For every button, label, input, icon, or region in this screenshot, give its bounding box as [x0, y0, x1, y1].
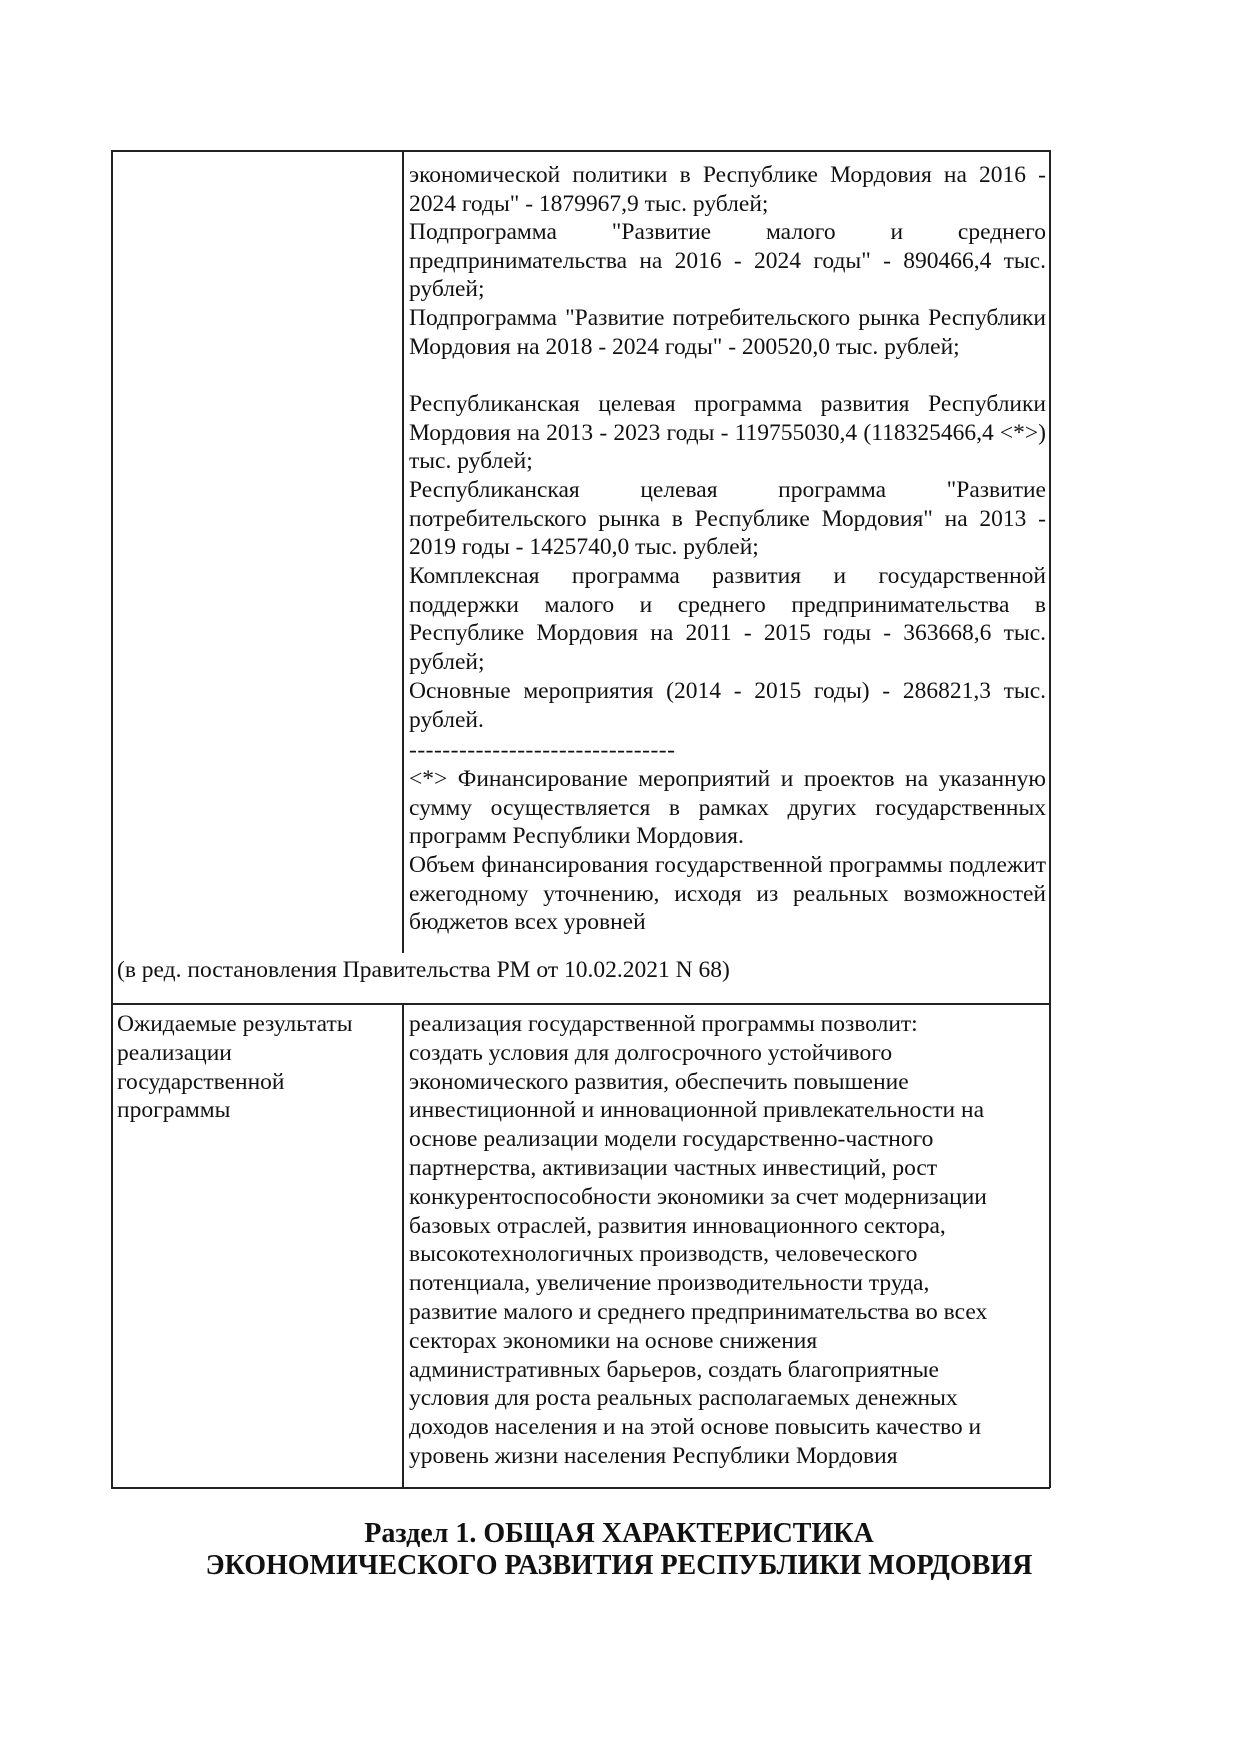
results-text: реализация государственной программы позволит: создать условия для долгосрочного устойчивого экономического развития, обеспечить повышение инвестиционной и инновационной привлекательности на основе реализации модели государственно-частного партнерства, активизации частных инвестиций, рост конкурентоспособности экономики за счет модернизации базовых отраслей, развития инновационного сектора, высокотехнологичных производств, человеческого потенциала, увеличение производительности труда, развитие малого и среднего предпринимательства во всех секторах экономики на основе снижения административных барьеров, создать благоприятные условия для роста реальных располагаемых денежных доходов населения и на этой основе повысить качество и уровень жизни населения Республики Мордовия — [409, 1011, 988, 1469]
footnote-separator: -------------------------------- — [409, 737, 676, 763]
passport-table — [111, 150, 1050, 1488]
funding-note: Объем финансирования государственной программы подлежит ежегодному уточнению, исходя из реальных возможностей бюджетов всех уровней — [409, 852, 1046, 936]
results-label: Ожидаемые результаты реализации государственной программы — [117, 1011, 353, 1124]
funding-paragraph: Комплексная программа развития и государственной поддержки малого и среднего предпринимательства в Республике Мордовия на 2011 - 2015 годы - 363668,6 тыс. рублей; — [409, 563, 1046, 676]
amendment-note: (в ред. постановления Правительства РМ от 10.02.2021 N 68) — [117, 957, 730, 983]
funding-paragraph: Республиканская целевая программа "Развитие потребительского рынка в Республике Мордовия" на 2013 - 2019 годы - 1425740,0 тыс. рублей; — [409, 477, 1046, 561]
section-heading-line-1: Раздел 1. ОБЩАЯ ХАРАКТЕРИСТИКА — [364, 1518, 874, 1549]
funding-paragraph: Подпрограмма "Развитие потребительского рынка Республики Мордовия на 2018 - 2024 годы" - 200520,0 тыс. рублей; — [409, 305, 1046, 360]
column-divider-lower — [402, 1003, 404, 1488]
section-heading-line-2: ЭКОНОМИЧЕСКОГО РАЗВИТИЯ РЕСПУБЛИКИ МОРДОВИЯ — [205, 1550, 1033, 1581]
table-border-right — [1049, 150, 1051, 1488]
row-divider — [111, 1003, 1050, 1005]
table-border-top — [111, 150, 1050, 152]
section-heading — [111, 1518, 1127, 1582]
funding-paragraph: Основные мероприятия (2014 - 2015 годы) - 286821,3 тыс. рублей. — [409, 678, 1046, 733]
table-border-bottom — [111, 1487, 1050, 1489]
table-border-left — [111, 150, 113, 1488]
funding-paragraph: Республиканская целевая программа развития Республики Мордовия на 2013 - 2023 годы - 119755030,4 (118325466,4 <*>) тыс. рублей; — [409, 391, 1046, 475]
funding-paragraph: Подпрограмма "Развитие малого и среднего предпринимательства на 2016 - 2024 годы" - 890466,4 тыс. рублей; — [409, 219, 1046, 303]
footnote-text: <*> Финансирование мероприятий и проектов на указанную сумму осуществляется в рамках других государственных программ Республики Мордовия. — [409, 766, 1046, 850]
funding-paragraph: экономической политики в Республике Мордовия на 2016 - 2024 годы" - 1879967,9 тыс. рублей; — [409, 162, 1046, 217]
column-divider-upper — [402, 150, 404, 953]
